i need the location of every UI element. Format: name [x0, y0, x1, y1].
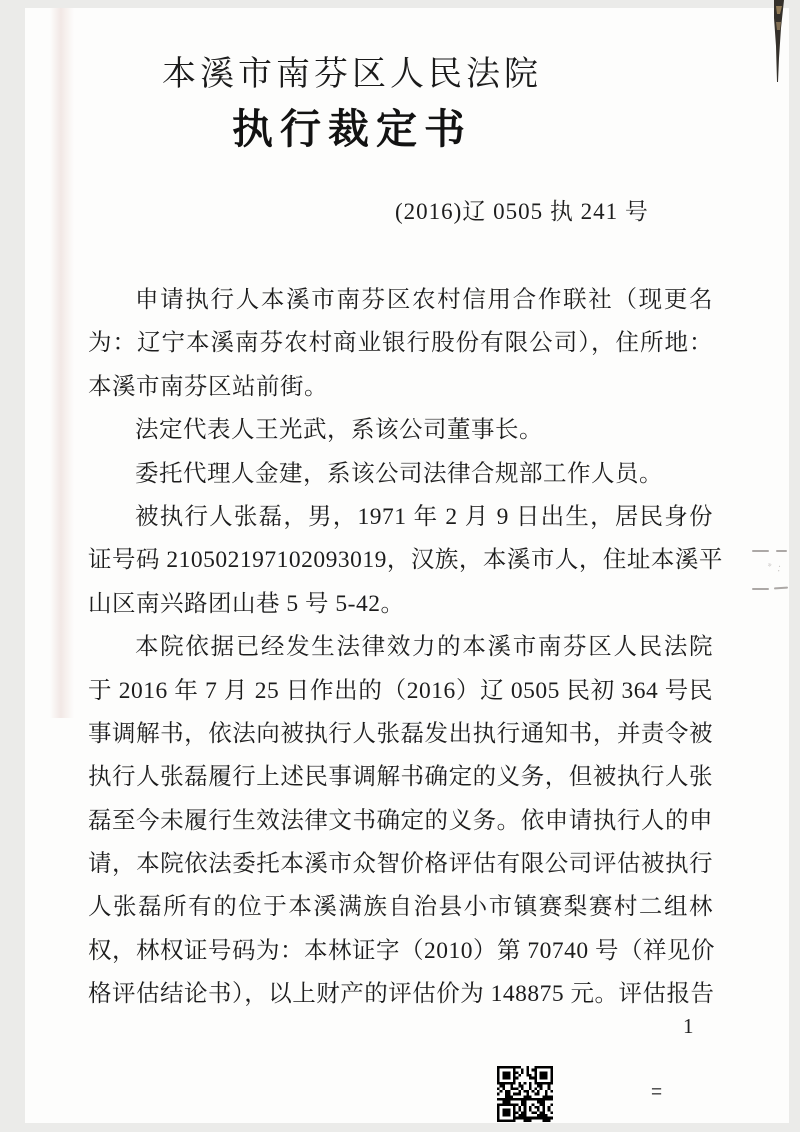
- body-line: 执行人张磊履行上述民事调解书确定的义务，但被执行人张: [88, 764, 713, 791]
- body-line: 请，本院依法委托本溪市众智价格评估有限公司评估被执行: [88, 851, 713, 878]
- body-line: 本院依据已经发生法律效力的本溪市南芬区人民法院: [135, 634, 713, 661]
- document-body: [88, 279, 723, 1017]
- body-line: 山区南兴路团山巷 5 号 5-42。: [88, 590, 405, 617]
- body-line: 格评估结论书），以上财产的评估价为 148875 元。评估报告: [88, 981, 715, 1008]
- body-line: 事调解书，依法向被执行人张磊发出执行通知书，并责令被: [88, 720, 713, 747]
- document-type-title: 执行裁定书: [232, 106, 472, 152]
- body-line: 磊至今未履行生效法律文书确定的义务。依申请执行人的申: [88, 807, 713, 834]
- case-number: (2016)辽 0505 执 241 号: [395, 199, 649, 224]
- body-line: 本溪市南芬区站前街。: [88, 373, 328, 400]
- page-number: 1: [683, 1014, 694, 1038]
- body-line: 权，林权证号码为：本林证字（2010）第 70740 号（祥见价: [88, 937, 715, 964]
- court-name-title: 本溪市南芬区人民法院: [162, 56, 542, 93]
- equals-mark-artifact: =: [651, 1082, 664, 1103]
- body-line: 法定代表人王光武，系该公司董事长。: [135, 417, 543, 444]
- qr-code-icon: [497, 1066, 553, 1122]
- body-line: 委托代理人金建，系该公司法律合规部工作人员。: [135, 460, 663, 487]
- body-line: 人张磊所有的位于本溪满族自治县小市镇赛梨赛村二组林: [88, 894, 713, 921]
- body-line: 于 2016 年 7 月 25 日作出的（2016）辽 0505 民初 364 号民: [88, 677, 713, 704]
- body-line: 证号码 210502197102093019，汉族，本溪市人，住址本溪平: [88, 547, 723, 574]
- body-line: 申请执行人本溪市南芬区农村信用合作联社（现更名: [135, 287, 713, 313]
- body-line: 被执行人张磊，男，1971 年 2 月 9 日出生，居民身份: [135, 503, 713, 530]
- pencil-scribble: ﹡﹕: [762, 559, 785, 575]
- body-line: 为：辽宁本溪南芬农村商业银行股份有限公司），住所地：: [88, 330, 713, 357]
